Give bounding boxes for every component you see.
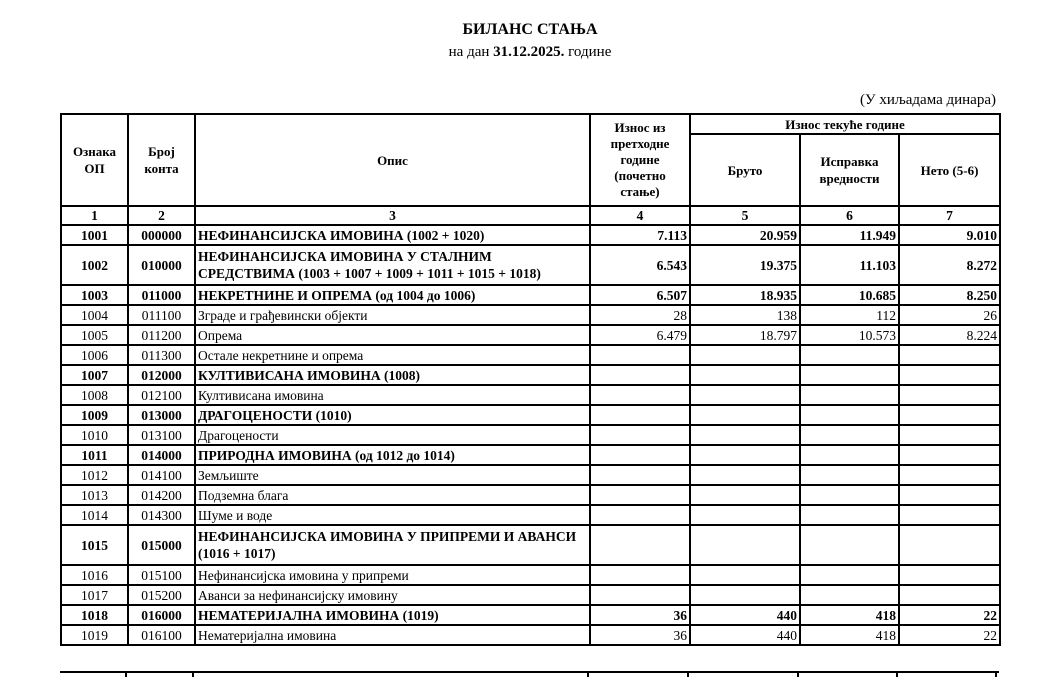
table-row [61,405,1000,425]
cell-op: 1007 [61,365,128,385]
cell-op: 1013 [61,485,128,505]
cell-op: 1005 [61,325,128,345]
cell-konto: 011200 [128,325,195,345]
cell-ispravka [800,465,899,485]
cell-opis: Земљиште [195,465,590,485]
cell-bruto [690,565,800,585]
cell-op: 1004 [61,305,128,325]
cell-ispravka [800,525,899,565]
cell-neto [899,465,1000,485]
cell-neto [899,405,1000,425]
cell-neto: 22 [899,605,1000,625]
cell-prev-year: 6.479 [590,325,690,345]
table-row [61,585,1000,605]
header-bruto: Бруто [690,134,800,206]
table-row [61,565,1000,585]
cell-opis: НЕФИНАНСИЈСКА ИМОВИНА У ПРИПРЕМИ И АВАНСИ (1016 + 1017) [195,525,590,565]
document-subtitle [0,44,1060,61]
table-row [61,245,1000,285]
cell-op: 1018 [61,605,128,625]
cell-ispravka [800,565,899,585]
cell-bruto [690,385,800,405]
report-date: 31.12.2025. [493,44,565,60]
column-number: 2 [128,206,195,225]
cell-opis: Нематеријална имовина [195,625,590,645]
cell-ispravka [800,445,899,465]
cell-neto: 8.250 [899,285,1000,305]
table-body [61,225,1000,645]
cell-bruto [690,465,800,485]
cell-prev-year: 6.507 [590,285,690,305]
units-note: (У хиљадама динара) [859,92,996,108]
table-row [61,445,1000,465]
cell-prev-year: 6.543 [590,245,690,285]
cell-prev-year [590,565,690,585]
cell-neto [899,525,1000,565]
cell-neto [899,445,1000,465]
table-row [61,385,1000,405]
cell-konto: 013000 [128,405,195,425]
cell-konto: 013100 [128,425,195,445]
cell-neto [899,385,1000,405]
cell-neto [899,365,1000,385]
cell-neto [899,585,1000,605]
cell-bruto: 20.959 [690,225,800,245]
cell-opis: НЕКРЕТНИНЕ И ОПРЕМА (од 1004 до 1006) [195,285,590,305]
cell-ispravka [800,365,899,385]
cell-konto: 011100 [128,305,195,325]
cell-konto: 015000 [128,525,195,565]
table-row [61,285,1000,305]
cell-konto: 011000 [128,285,195,305]
cell-konto: 016000 [128,605,195,625]
cell-konto: 014000 [128,445,195,465]
cell-prev-year [590,345,690,365]
cell-bruto [690,485,800,505]
cell-bruto [690,345,800,365]
cell-bruto: 440 [690,605,800,625]
cell-bruto [690,365,800,385]
cell-op: 1003 [61,285,128,305]
cell-opis: Остале некретнине и опрема [195,345,590,365]
cell-op: 1016 [61,565,128,585]
cell-neto [899,485,1000,505]
cell-ispravka [800,345,899,365]
cell-opis: Нефинансијска имовина у припреми [195,565,590,585]
cell-opis: Драгоцености [195,425,590,445]
cell-bruto [690,405,800,425]
cell-op: 1010 [61,425,128,445]
column-number: 6 [800,206,899,225]
cell-op: 1015 [61,525,128,565]
cell-prev-year [590,485,690,505]
cell-op: 1011 [61,445,128,465]
cell-ispravka: 10.685 [800,285,899,305]
cell-op: 1014 [61,505,128,525]
cell-prev-year [590,445,690,465]
cell-opis: КУЛТИВИСАНА ИМОВИНА (1008) [195,365,590,385]
cell-prev-year [590,385,690,405]
cell-op: 1001 [61,225,128,245]
cell-opis: Шуме и воде [195,505,590,525]
table-row [61,505,1000,525]
header-opis: Опис [195,114,590,206]
cell-neto: 26 [899,305,1000,325]
cell-prev-year [590,405,690,425]
balance-sheet-table [60,113,1001,646]
column-number: 5 [690,206,800,225]
cell-konto: 000000 [128,225,195,245]
table-row [61,225,1000,245]
cell-op: 1017 [61,585,128,605]
table-row [61,625,1000,645]
cell-prev-year [590,585,690,605]
cell-op: 1002 [61,245,128,285]
cell-ispravka: 112 [800,305,899,325]
column-number: 3 [195,206,590,225]
subtitle-prefix: на дан [448,44,490,60]
cell-prev-year: 28 [590,305,690,325]
header-current-year-group: Износ текуће године [690,114,1000,134]
cell-konto: 015100 [128,565,195,585]
cell-ispravka [800,585,899,605]
cell-bruto: 440 [690,625,800,645]
cell-konto: 010000 [128,245,195,285]
cell-opis: НЕМАТЕРИЈАЛНА ИМОВИНА (1019) [195,605,590,625]
cell-opis: ПРИРОДНА ИМОВИНА (од 1012 до 1014) [195,445,590,465]
cell-prev-year [590,525,690,565]
cell-konto: 016100 [128,625,195,645]
cell-ispravka [800,485,899,505]
cell-neto: 8.224 [899,325,1000,345]
cell-konto: 011300 [128,345,195,365]
cell-neto [899,345,1000,365]
cell-prev-year: 36 [590,605,690,625]
header-op: Ознака ОП [61,114,128,206]
cell-neto [899,565,1000,585]
cell-prev-year [590,365,690,385]
cell-op: 1006 [61,345,128,365]
cell-opis: НЕФИНАНСИЈСКА ИМОВИНА (1002 + 1020) [195,225,590,245]
subtitle-suffix: године [568,44,612,60]
cell-prev-year: 36 [590,625,690,645]
header-row-top [61,114,1000,134]
table-row [61,605,1000,625]
cell-bruto [690,445,800,465]
cell-neto: 22 [899,625,1000,645]
cell-op: 1019 [61,625,128,645]
column-number: 7 [899,206,1000,225]
cell-bruto: 18.935 [690,285,800,305]
cell-bruto: 19.375 [690,245,800,285]
cell-bruto [690,525,800,565]
cell-ispravka [800,385,899,405]
column-number-row [61,206,1000,225]
table-row [61,525,1000,565]
table-row [61,305,1000,325]
cell-bruto [690,425,800,445]
cell-bruto [690,585,800,605]
cell-ispravka [800,505,899,525]
header-konto: Број конта [128,114,195,206]
table-row [61,325,1000,345]
cell-bruto [690,505,800,525]
cell-opis: Опрема [195,325,590,345]
cell-konto: 014100 [128,465,195,485]
cell-op: 1008 [61,385,128,405]
cell-konto: 012100 [128,385,195,405]
cell-neto [899,505,1000,525]
cell-opis: Зграде и грађевински објекти [195,305,590,325]
header-ispravka: Исправка вредности [800,134,899,206]
cell-op: 1012 [61,465,128,485]
table-continuation-edge [60,671,999,677]
header-prev-year: Износ из претходне године (почетно стање) [590,114,690,206]
cell-prev-year [590,465,690,485]
cell-ispravka [800,405,899,425]
column-number: 1 [61,206,128,225]
cell-bruto: 138 [690,305,800,325]
cell-opis: Аванси за нефинансијску имовину [195,585,590,605]
cell-op: 1009 [61,405,128,425]
cell-prev-year [590,425,690,445]
cell-konto: 014200 [128,485,195,505]
cell-opis: Подземна блага [195,485,590,505]
cell-neto: 8.272 [899,245,1000,285]
cell-prev-year: 7.113 [590,225,690,245]
cell-konto: 014300 [128,505,195,525]
cell-bruto: 18.797 [690,325,800,345]
cell-ispravka: 10.573 [800,325,899,345]
cell-opis: Култивисана имовина [195,385,590,405]
cell-opis: НЕФИНАНСИЈСКА ИМОВИНА У СТАЛНИМ СРЕДСТВИМА (1003 + 1007 + 1009 + 1011 + 1015 + 1018) [195,245,590,285]
table-row [61,485,1000,505]
cell-neto: 9.010 [899,225,1000,245]
cell-ispravka [800,425,899,445]
table-row [61,365,1000,385]
cell-konto: 015200 [128,585,195,605]
column-number: 4 [590,206,690,225]
cell-neto [899,425,1000,445]
table-row [61,425,1000,445]
cell-opis: ДРАГОЦЕНОСТИ (1010) [195,405,590,425]
header-neto: Нето (5-6) [899,134,1000,206]
cell-ispravka: 418 [800,605,899,625]
table-row [61,345,1000,365]
cell-ispravka: 11.103 [800,245,899,285]
cell-prev-year [590,505,690,525]
table-row [61,465,1000,485]
cell-ispravka: 418 [800,625,899,645]
cell-konto: 012000 [128,365,195,385]
document-title: БИЛАНС СТАЊА [462,21,598,38]
cell-ispravka: 11.949 [800,225,899,245]
